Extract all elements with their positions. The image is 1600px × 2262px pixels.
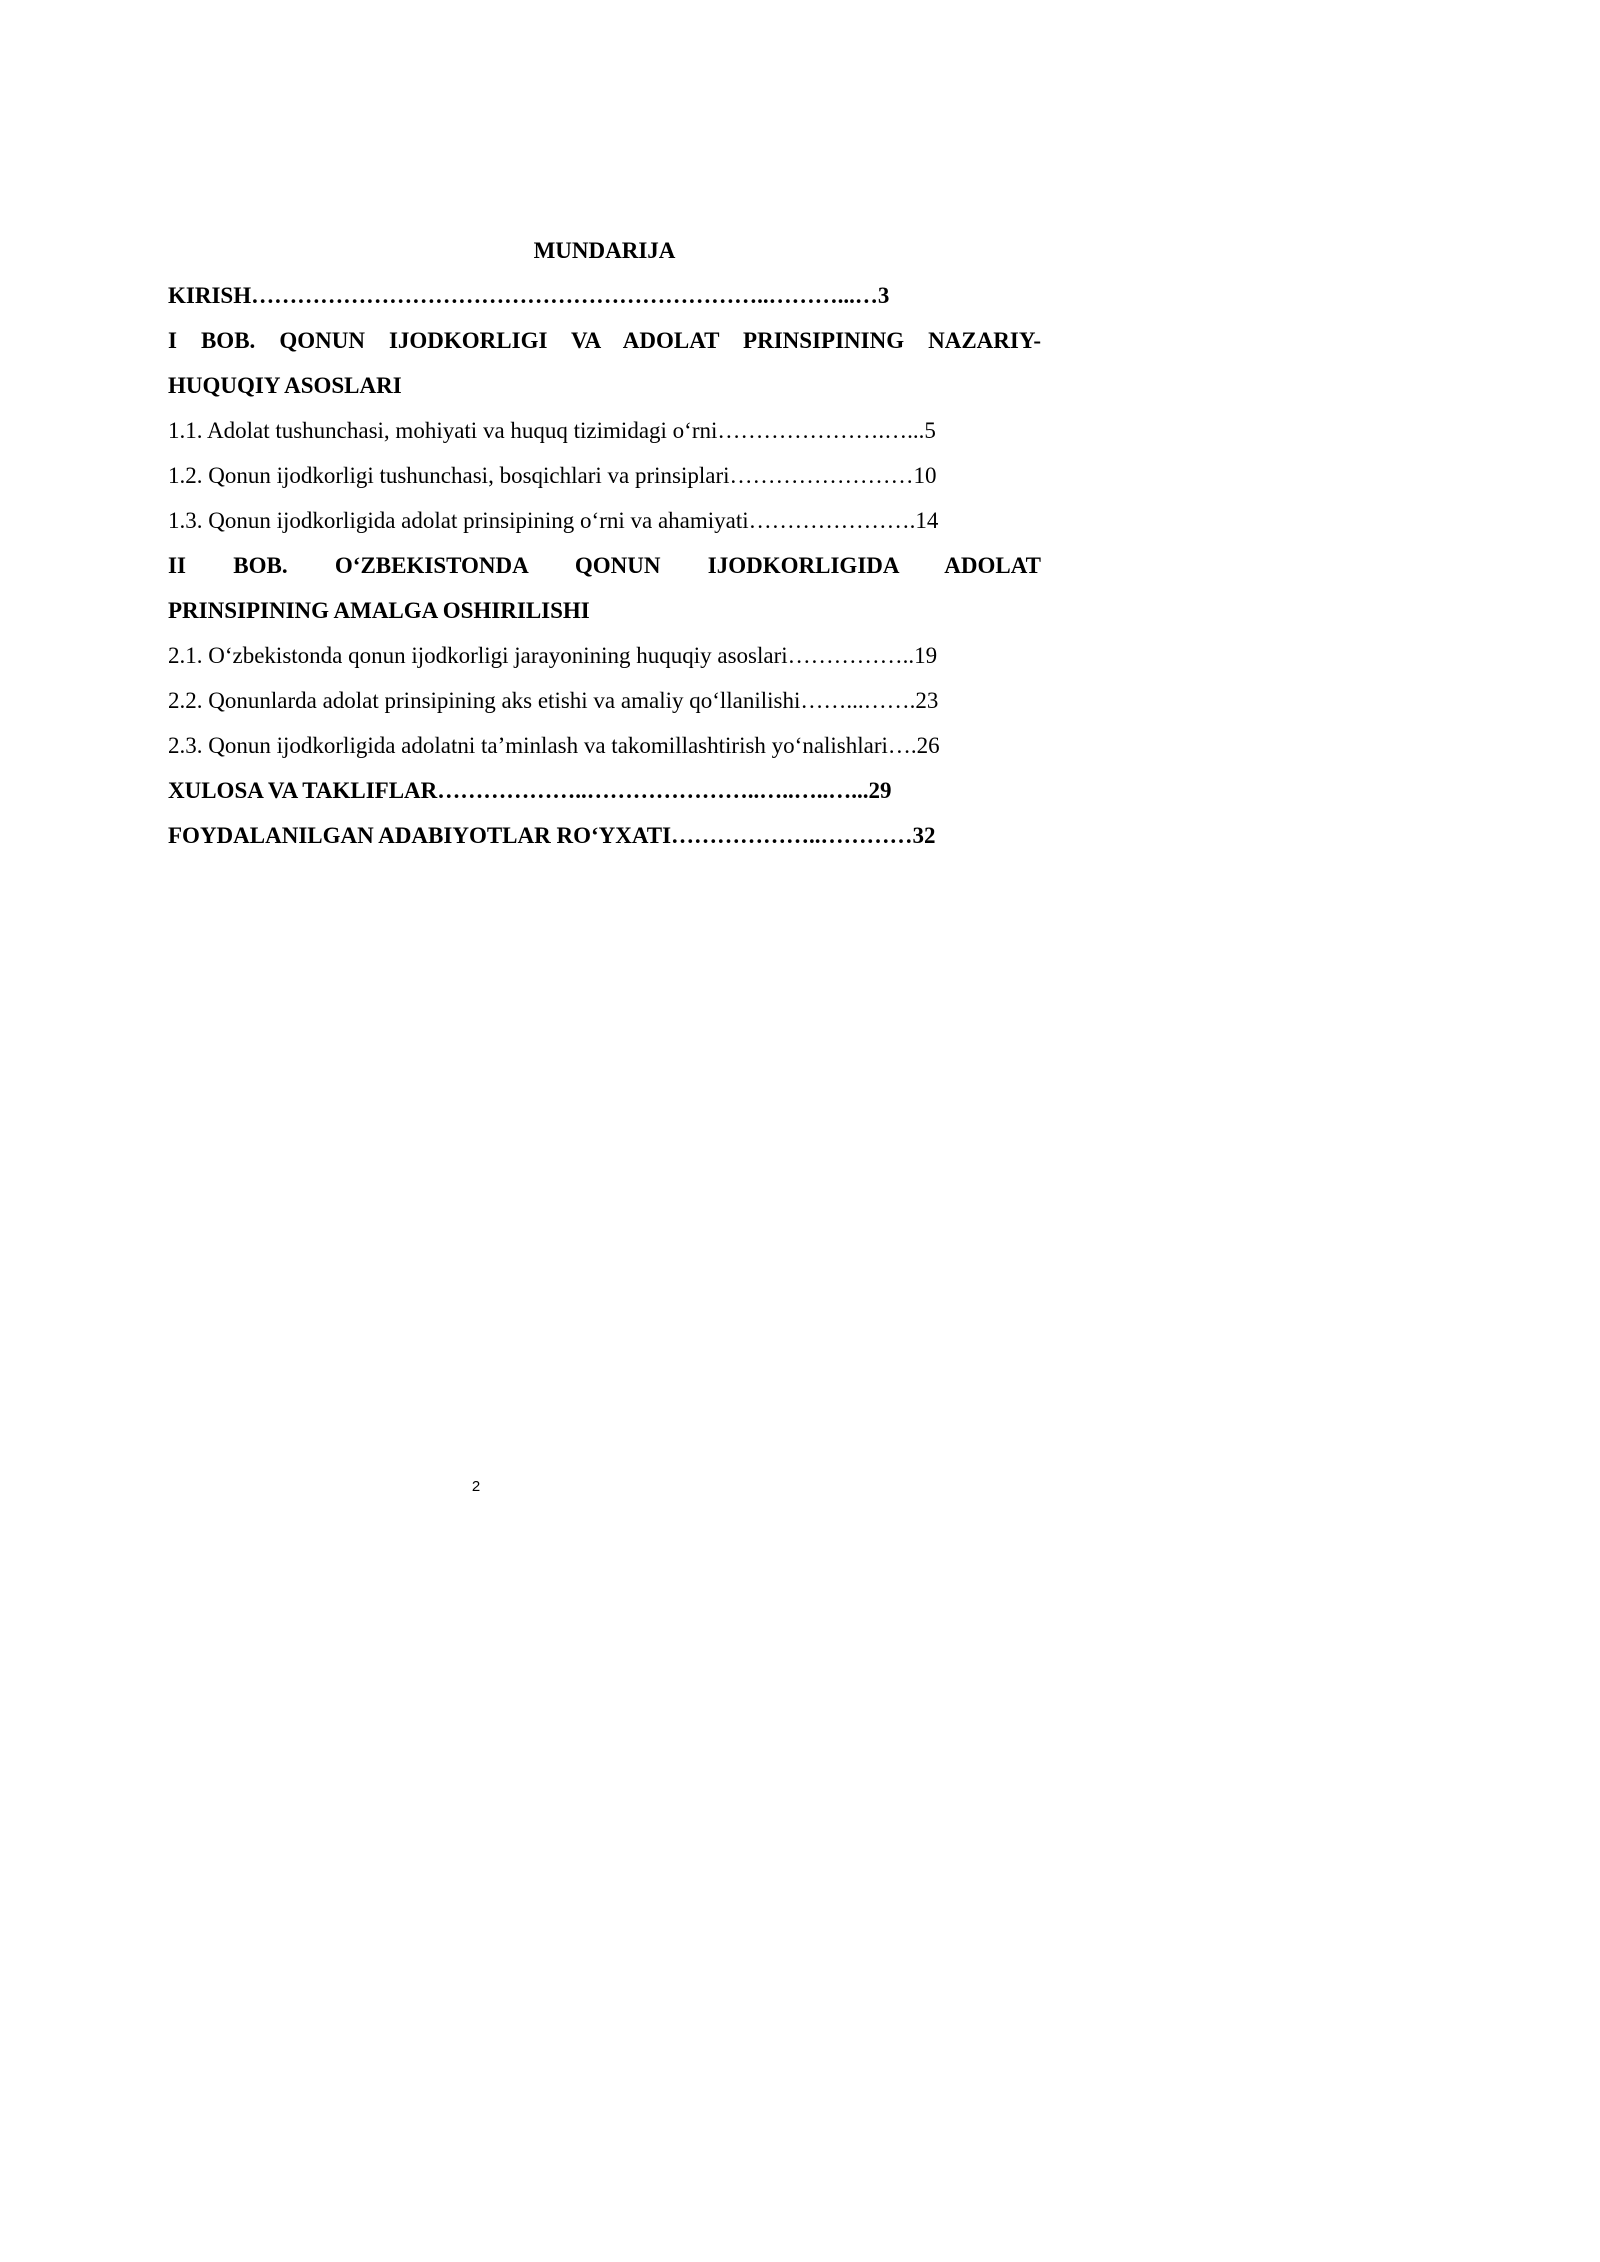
toc-chapter-2-line-2: PRINSIPINING AMALGA OSHIRILISHI [168,598,590,623]
toc-entry-kirish: KIRISH…………………………………………………………..………...…3 [168,283,890,308]
toc-entry-1-3: 1.3. Qonun ijodkorligida adolat prinsipining o‘rni va ahamiyati………………….14 [168,508,939,533]
toc-entry-adabiyotlar: FOYDALANILGAN ADABIYOTLAR RO‘YXATI………………..…………32 [168,823,936,848]
document-page [0,0,1100,1556]
toc-chapter-1-line-1: I BOB. QONUN IJODKORLIGI VA ADOLAT PRINSIPINING NAZARIY- [168,328,1041,353]
toc-entry-xulosa: XULOSA VA TAKLIFLAR………………..…………………..…..…..…...29 [168,778,892,803]
toc-entry-1-1: 1.1. Adolat tushunchasi, mohiyati va huquq tizimidagi o‘rni………………….…...5 [168,418,936,443]
toc-entry-2-1: 2.1. O‘zbekistonda qonun ijodkorligi jarayonining huquqiy asoslari……………..19 [168,643,938,668]
page-number: 2 [471,1478,481,1495]
toc-entry-2-2: 2.2. Qonunlarda adolat prinsipining aks etishi va amaliy qo‘llanilishi……...…….23 [168,688,939,713]
toc-entry-2-3: 2.3. Qonun ijodkorligida adolatni ta’minlash va takomillashtirish yo‘nalishlari….26 [168,733,940,758]
toc-title: MUNDARIJA [533,238,676,263]
toc-entry-1-2: 1.2. Qonun ijodkorligi tushunchasi, bosqichlari va prinsiplari……………………10 [168,463,937,488]
toc-chapter-2-line-1: II BOB. O‘ZBEKISTONDA QONUN IJODKORLIGIDA ADOLAT [168,553,1041,578]
toc-chapter-1-line-2: HUQUQIY ASOSLARI [168,373,402,398]
table-of-contents [168,228,1041,858]
